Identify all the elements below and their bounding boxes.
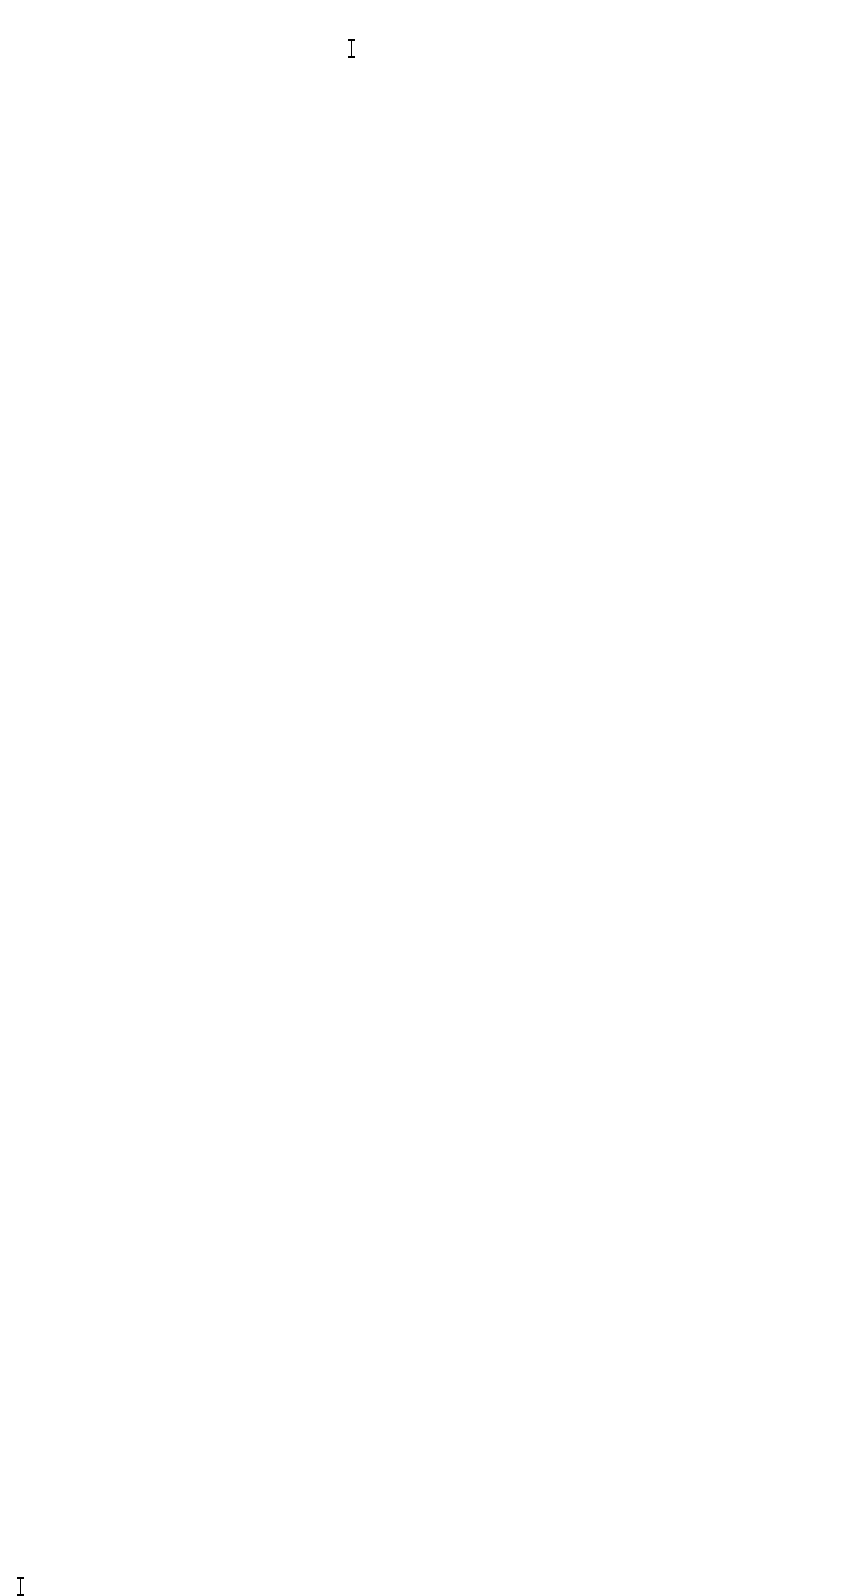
scale-bar-icon bbox=[348, 39, 355, 58]
footer-scale-bar-icon bbox=[17, 1577, 24, 1596]
